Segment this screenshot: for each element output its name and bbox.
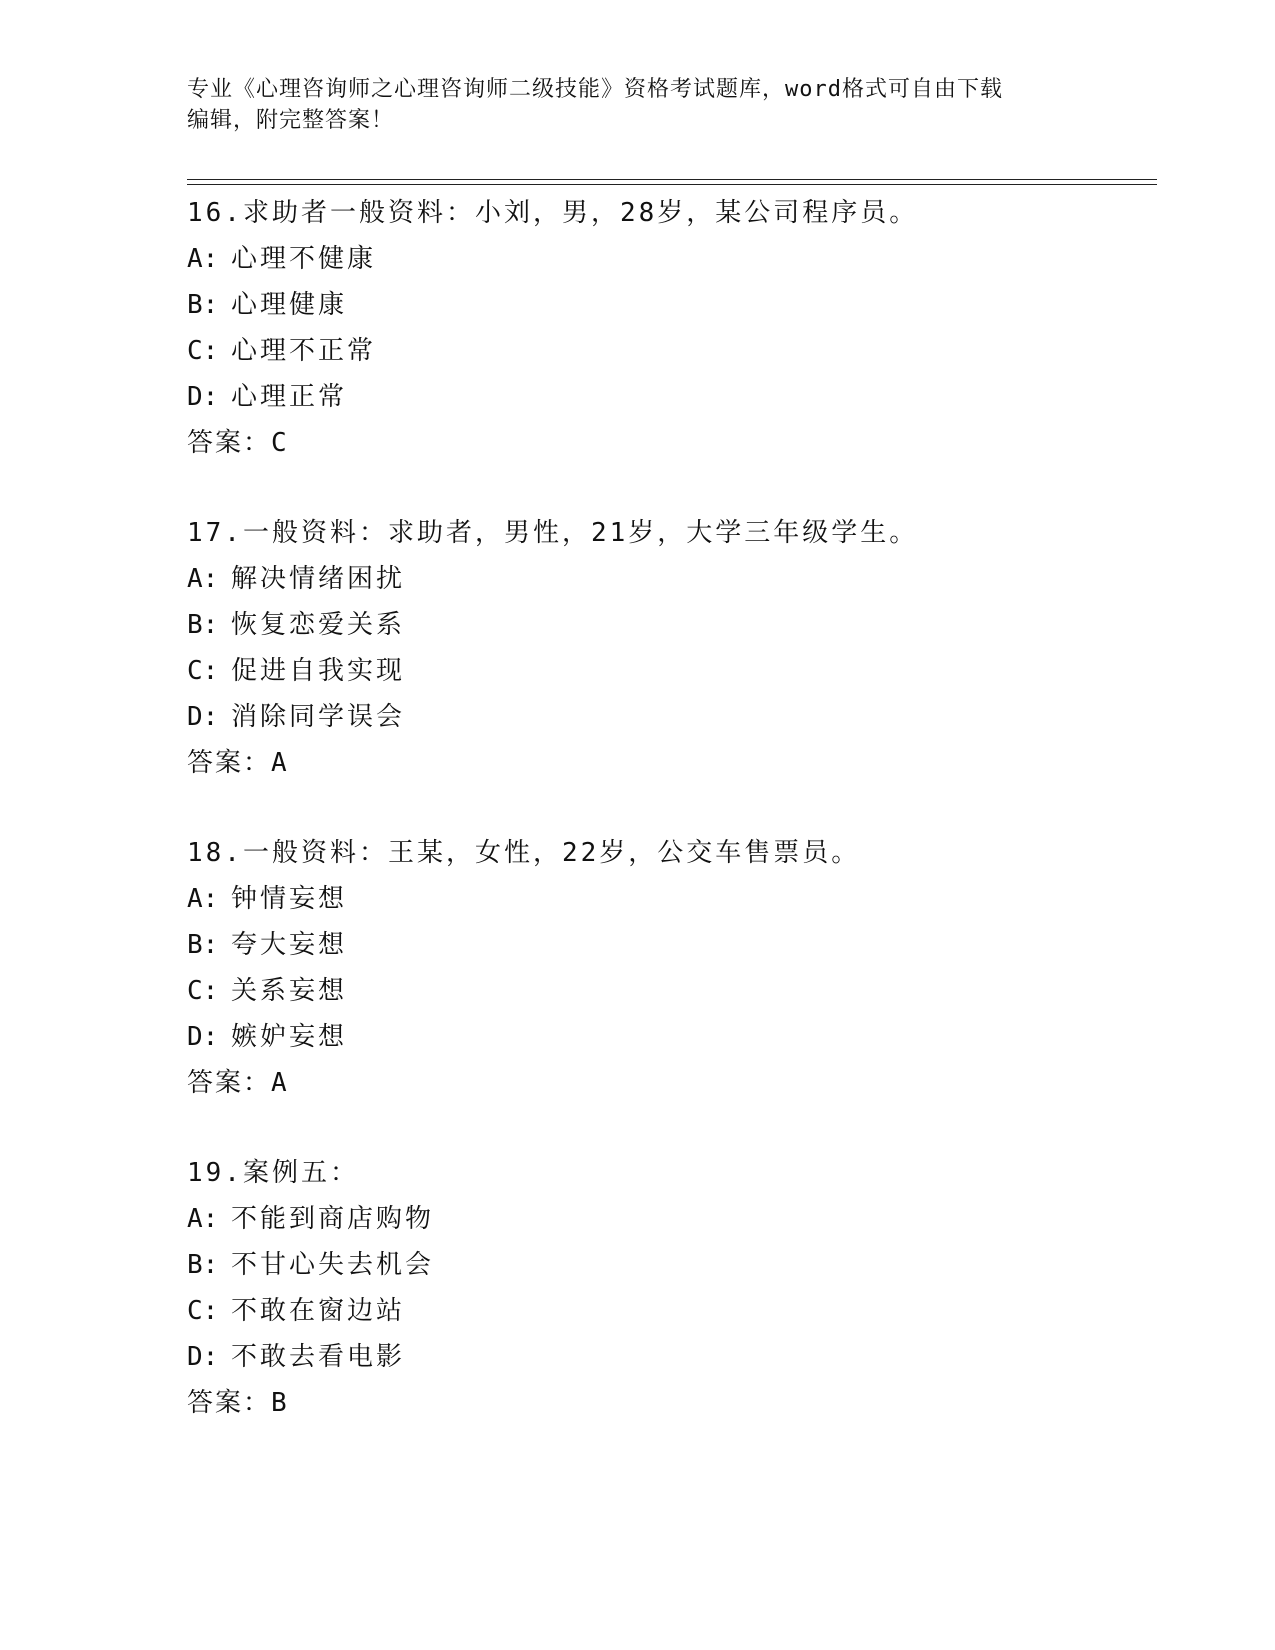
answer-value: A [271,1068,289,1098]
question-18 [187,830,1157,1106]
option-letter: D: [187,1022,219,1052]
option-text: 钟情妄想 [231,884,348,914]
option-d [187,694,1157,740]
answer-value: C [271,428,289,458]
option-a [187,236,1157,282]
question-17 [187,510,1157,786]
option-d [187,1334,1157,1380]
option-letter: B: [187,610,219,640]
option-b [187,282,1157,328]
answer-value: A [271,748,289,778]
option-c [187,328,1157,374]
option-letter: A: [187,564,219,594]
question-stem: 16.求助者一般资料：小刘，男，28岁，某公司程序员。 [187,198,919,228]
option-text: 不能到商店购物 [231,1204,435,1234]
option-letter: C: [187,336,219,366]
option-text: 嫉妒妄想 [231,1022,348,1052]
header-divider-top [187,179,1157,180]
option-letter: C: [187,656,219,686]
option-text: 消除同学误会 [231,702,406,732]
answer-label: 答案： [187,428,272,458]
option-letter: C: [187,976,219,1006]
option-letter: D: [187,1342,219,1372]
option-text: 夸大妄想 [231,930,348,960]
option-letter: B: [187,930,219,960]
option-text: 心理不正常 [231,336,377,366]
option-letter: A: [187,884,219,914]
option-b [187,1242,1157,1288]
question-stem: 19.案例五： [187,1158,359,1188]
option-text: 解决情绪困扰 [231,564,406,594]
option-text: 促进自我实现 [231,656,406,686]
option-b [187,922,1157,968]
header-line-2: 编辑，附完整答案！ [187,108,395,133]
answer-line [187,1380,1157,1426]
option-letter: D: [187,702,219,732]
option-c [187,1288,1157,1334]
option-letter: B: [187,1250,219,1280]
option-d [187,1014,1157,1060]
answer-label: 答案： [187,1388,272,1418]
option-text: 心理健康 [231,290,348,320]
question-19 [187,1150,1157,1426]
answer-value: B [271,1388,289,1418]
header-line-1: 专业《心理咨询师之心理咨询师二级技能》资格考试题库，word格式可自由下载 [187,77,1003,102]
option-letter: D: [187,382,219,412]
option-text: 心理正常 [231,382,348,412]
option-text: 不敢去看电影 [231,1342,406,1372]
option-a [187,876,1157,922]
option-text: 关系妄想 [231,976,348,1006]
question-list [187,190,1157,1426]
option-text: 恢复恋爱关系 [231,610,406,640]
option-letter: A: [187,244,219,274]
option-letter: A: [187,1204,219,1234]
option-d [187,374,1157,420]
answer-line [187,1060,1157,1106]
answer-line [187,420,1157,466]
question-16 [187,190,1157,466]
option-letter: B: [187,290,219,320]
question-stem: 17.一般资料：求助者，男性，21岁，大学三年级学生。 [187,518,919,548]
answer-label: 答案： [187,748,272,778]
option-c [187,968,1157,1014]
option-b [187,602,1157,648]
option-text: 不敢在窗边站 [231,1296,406,1326]
answer-label: 答案： [187,1068,272,1098]
document-header [187,74,1067,136]
option-letter: C: [187,1296,219,1326]
option-a [187,556,1157,602]
option-text: 心理不健康 [231,244,377,274]
option-c [187,648,1157,694]
option-text: 不甘心失去机会 [231,1250,435,1280]
option-a [187,1196,1157,1242]
question-stem: 18.一般资料：王某，女性，22岁，公交车售票员。 [187,838,861,868]
header-divider-bottom [187,184,1157,185]
answer-line [187,740,1157,786]
